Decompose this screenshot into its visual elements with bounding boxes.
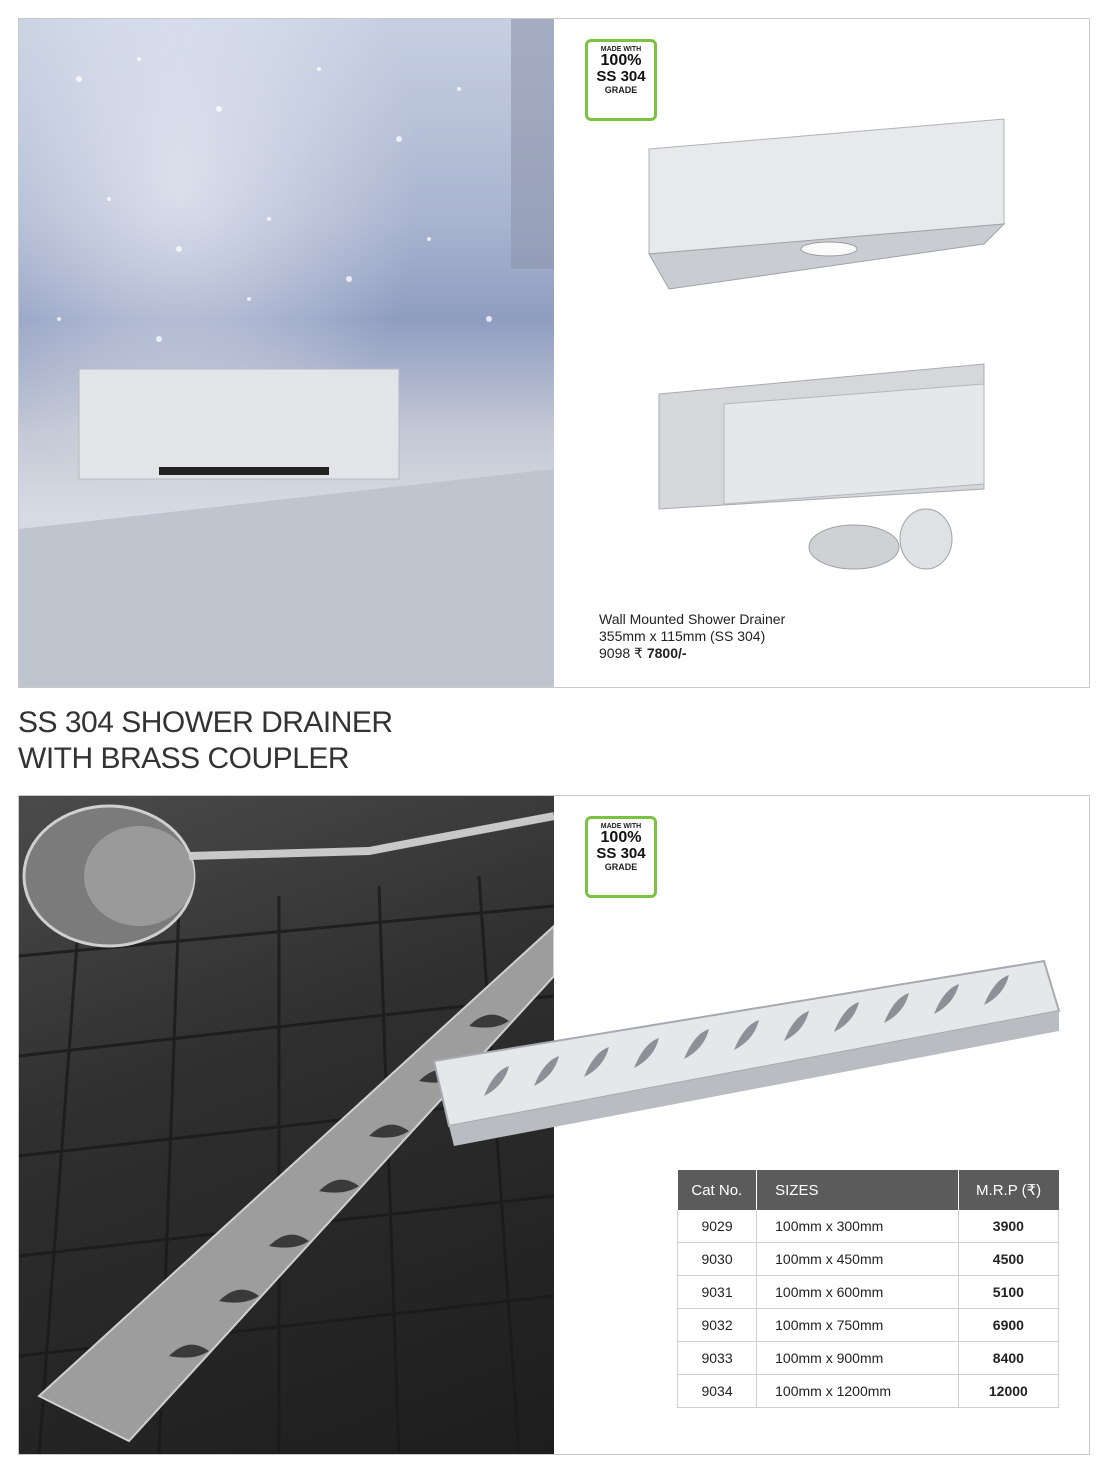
table-row — [678, 1375, 1059, 1408]
badge-grade-name-text: SS 304 — [596, 845, 646, 862]
header-sizes: SIZES — [757, 1170, 959, 1210]
wall-drainer-product-photo — [639, 114, 1019, 594]
table-row — [678, 1342, 1059, 1375]
cell-cat-no: 9034 — [678, 1375, 757, 1408]
cell-size: 100mm x 750mm — [757, 1309, 959, 1342]
product-name: Wall Mounted Shower Drainer — [599, 611, 786, 627]
badge-made-with-text: MADE WITH — [600, 46, 642, 53]
cell-cat-no: 9030 — [678, 1243, 757, 1276]
cell-mrp: 3900 — [958, 1210, 1058, 1243]
table-row — [678, 1276, 1059, 1309]
badge-grade-text: GRADE — [604, 85, 638, 95]
badge-grade-text: GRADE — [604, 862, 638, 872]
product-description — [599, 611, 785, 662]
table-row — [678, 1243, 1059, 1276]
ss304-grade-badge — [585, 39, 657, 121]
cell-mrp: 12000 — [958, 1375, 1058, 1408]
cell-mrp: 4500 — [958, 1243, 1058, 1276]
cell-cat-no: 9029 — [678, 1210, 757, 1243]
cell-size: 100mm x 450mm — [757, 1243, 959, 1276]
product-price: 7800/- — [646, 645, 687, 661]
header-mrp: M.R.P (₹) — [958, 1170, 1058, 1210]
price-table — [677, 1170, 1059, 1408]
price-table-header-row — [678, 1170, 1059, 1210]
top-product-panel — [18, 18, 1090, 688]
cell-mrp: 5100 — [958, 1276, 1058, 1309]
table-row — [678, 1309, 1059, 1342]
cell-cat-no: 9032 — [678, 1309, 757, 1342]
ss304-grade-badge-bottom — [585, 816, 657, 898]
cell-size: 100mm x 1200mm — [757, 1375, 959, 1408]
cell-mrp: 6900 — [958, 1309, 1058, 1342]
cell-size: 100mm x 300mm — [757, 1210, 959, 1243]
product-cat-no: 9098 — [599, 645, 631, 661]
rupee-icon: ₹ — [634, 645, 643, 661]
badge-grade-name-text: SS 304 — [596, 68, 646, 85]
product-price-line — [599, 645, 785, 662]
cell-size: 100mm x 600mm — [757, 1276, 959, 1309]
cell-mrp: 8400 — [958, 1342, 1058, 1375]
badge-made-with-text: MADE WITH — [600, 823, 642, 830]
channel-drainer-product-photo — [424, 956, 1084, 1196]
cell-size: 100mm x 900mm — [757, 1342, 959, 1375]
cell-cat-no: 9033 — [678, 1342, 757, 1375]
badge-percent-text: 100% — [600, 52, 642, 69]
header-cat-no: Cat No. — [678, 1170, 757, 1210]
cell-cat-no: 9031 — [678, 1276, 757, 1309]
shower-drainer-lifestyle-photo — [19, 19, 554, 687]
section-title-line1: SS 304 SHOWER DRAINER — [18, 706, 393, 739]
section-title — [18, 705, 393, 777]
badge-percent-text: 100% — [600, 829, 642, 846]
product-size: 355mm x 115mm (SS 304) — [599, 628, 766, 644]
table-row — [678, 1210, 1059, 1243]
section-title-line2: WITH BRASS COUPLER — [18, 742, 350, 775]
